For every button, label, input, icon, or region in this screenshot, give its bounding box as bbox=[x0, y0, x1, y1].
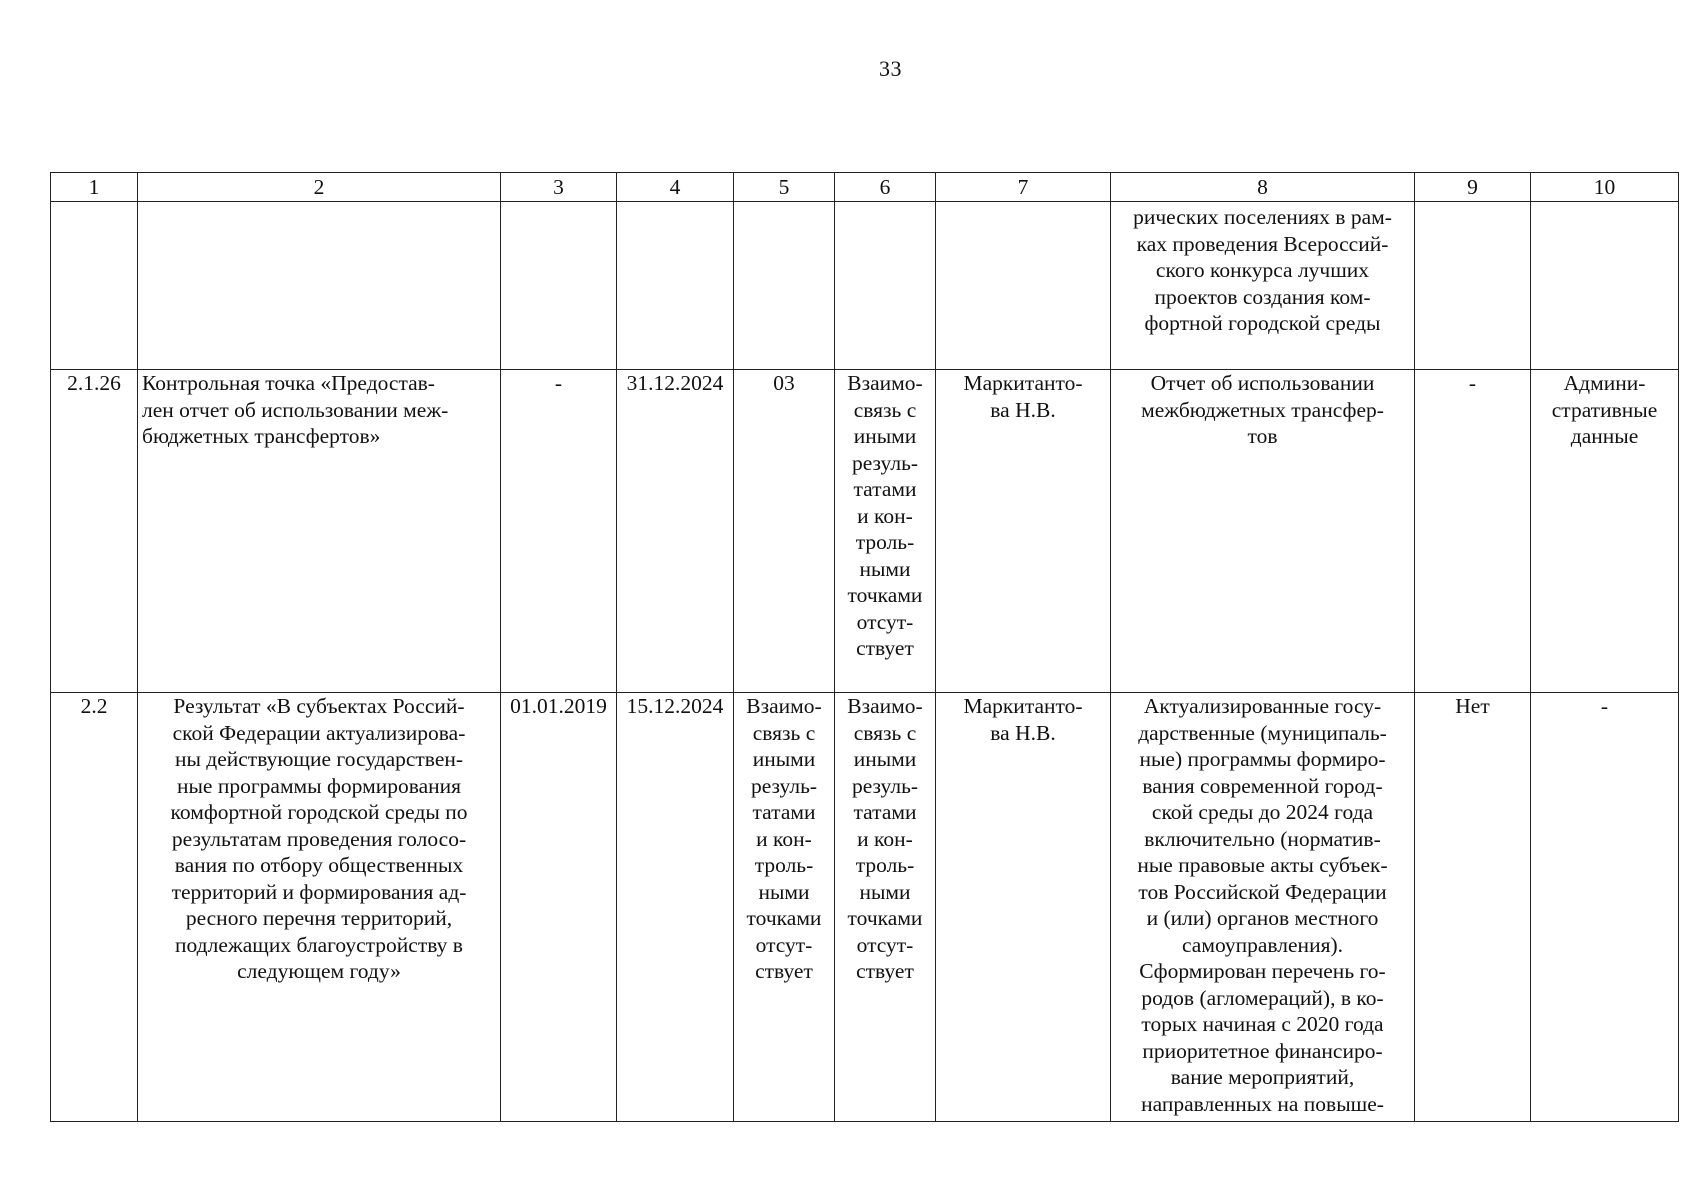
table-row bbox=[51, 693, 1679, 1122]
header-col-9: 9 bbox=[1415, 173, 1531, 202]
row-col-6: Взаимо- связь с иными резуль- татами и кон- троль- ными точками отсут- ствует bbox=[835, 370, 936, 693]
header-col-5: 5 bbox=[734, 173, 835, 202]
header-col-10: 10 bbox=[1531, 173, 1679, 202]
row-col-10: Админи- стративные данные bbox=[1531, 370, 1679, 693]
header-col-3: 3 bbox=[501, 173, 617, 202]
row-col-10 bbox=[1531, 202, 1679, 370]
row-col-9: Нет bbox=[1415, 693, 1531, 1122]
header-col-4: 4 bbox=[617, 173, 734, 202]
row-responsible bbox=[936, 202, 1111, 370]
row-number bbox=[51, 202, 138, 370]
plan-table bbox=[50, 172, 1679, 1122]
row-start-date: - bbox=[501, 370, 617, 693]
row-responsible: Маркитанто- ва Н.В. bbox=[936, 693, 1111, 1122]
row-title: Контрольная точка «Предостав- лен отчет об использовании меж- бюджетных трансфертов» bbox=[138, 370, 501, 693]
row-end-date: 15.12.2024 bbox=[617, 693, 734, 1122]
row-col-6 bbox=[835, 202, 936, 370]
row-col-5: 03 bbox=[734, 370, 835, 693]
row-col-10: - bbox=[1531, 693, 1679, 1122]
row-start-date bbox=[501, 202, 617, 370]
header-col-1: 1 bbox=[51, 173, 138, 202]
table-row bbox=[51, 202, 1679, 370]
row-number: 2.1.26 bbox=[51, 370, 138, 693]
row-start-date: 01.01.2019 bbox=[501, 693, 617, 1122]
header-col-8: 8 bbox=[1111, 173, 1415, 202]
row-end-date bbox=[617, 202, 734, 370]
row-col-5 bbox=[734, 202, 835, 370]
table-row bbox=[51, 370, 1679, 693]
row-description: Актуализированные госу- дарственные (муниципаль- ные) программы формиро- вания современной город- ской среды до 2024 года включительно (норматив- ные правовые акты субъек- тов Российской Федерации и (или) органов местного самоуправления). Сформирован перечень го- родов (агломераций), в ко- торых начиная с 2020 года приоритетное финансиро- вание мероприятий, направленных на повыше- bbox=[1111, 693, 1415, 1122]
header-col-7: 7 bbox=[936, 173, 1111, 202]
header-col-6: 6 bbox=[835, 173, 936, 202]
row-col-6: Взаимо- связь с иными резуль- татами и кон- троль- ными точками отсут- ствует bbox=[835, 693, 936, 1122]
row-col-9: - bbox=[1415, 370, 1531, 693]
row-col-9 bbox=[1415, 202, 1531, 370]
table-header-row bbox=[51, 173, 1679, 202]
header-col-2: 2 bbox=[138, 173, 501, 202]
page-number: 33 bbox=[879, 56, 902, 81]
row-end-date: 31.12.2024 bbox=[617, 370, 734, 693]
row-description: рических поселениях в рам- ках проведения Всероссий- ского конкурса лучших проектов создания ком- фортной городской среды bbox=[1111, 202, 1415, 370]
row-title bbox=[138, 202, 501, 370]
row-col-5: Взаимо- связь с иными резуль- татами и кон- троль- ными точками отсут- ствует bbox=[734, 693, 835, 1122]
row-title: Результат «В субъектах Россий- ской Федерации актуализирова- ны действующие государствен- ные программы формирования комфортной городской среды по результатам проведения голосо- вания по отбору общественных территорий и формирования ад- ресного перечня территорий, подлежащих благоустройству в следующем году» bbox=[138, 693, 501, 1122]
row-description: Отчет об использовании межбюджетных трансфер- тов bbox=[1111, 370, 1415, 693]
row-responsible: Маркитанто- ва Н.В. bbox=[936, 370, 1111, 693]
row-number: 2.2 bbox=[51, 693, 138, 1122]
